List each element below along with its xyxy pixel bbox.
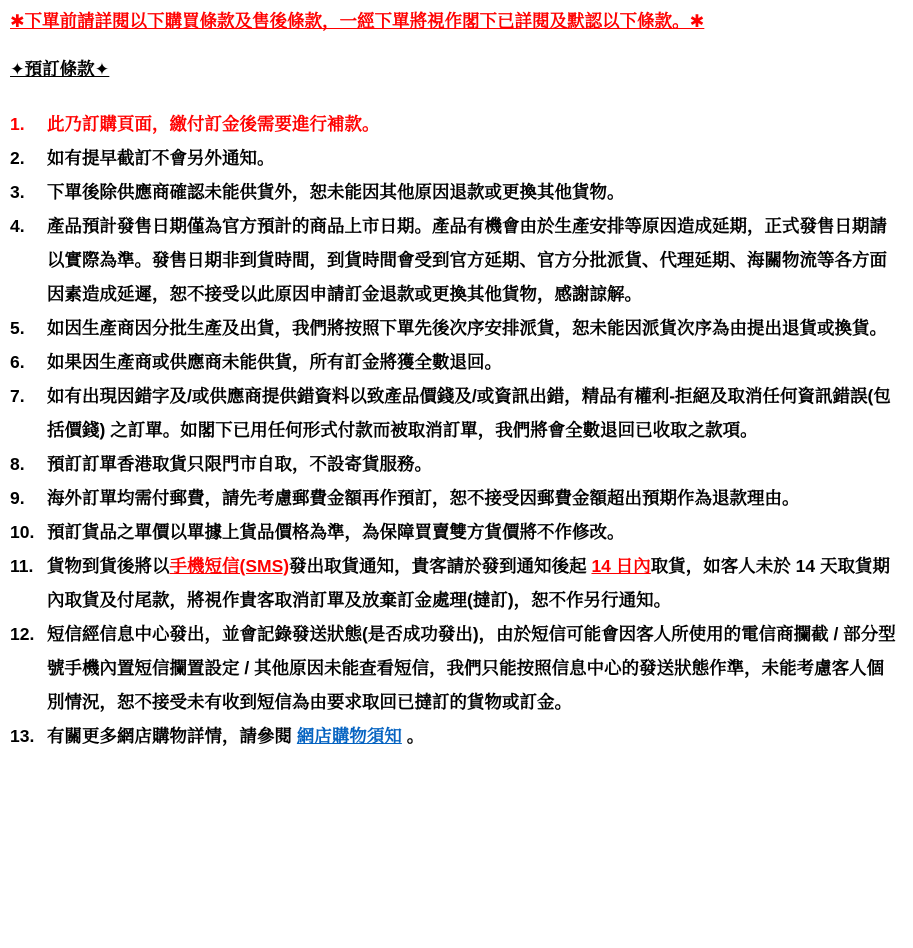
term-text-segment: 預訂訂單香港取貨只限門市自取，不設寄貨服務。 [47,454,432,474]
term-item-2 [10,141,897,175]
term-text-segment: 取貨，如客人未於 14 天取貨期內取貨及付尾款，將視作貴客取消訂單及放棄訂金處理(撻訂)，恕不作另行通知。 [47,556,890,610]
term-text-segment: 發出取貨通知，貴客請於發到通知後起 [289,556,592,576]
term-text [47,549,897,617]
term-number: 7. [10,386,25,406]
term-item-13 [10,719,897,753]
term-text-segment: 預訂貨品之單價以單據上貨品價格為準，為保障買賣雙方貨價將不作修改。 [47,522,625,542]
store-shopping-guide-link[interactable]: 網店購物須知 [296,726,402,746]
page-title: ✱下單前請詳閱以下購買條款及售後條款，一經下單將視作閣下已詳閱及默認以下條款。✱ [10,11,705,31]
highlighted-term-text: 手機短信(SMS) [169,556,290,576]
term-text [47,719,897,753]
terms-list [10,107,897,753]
term-text [47,175,897,209]
term-text [47,209,897,311]
term-text-segment: 短信經信息中心發出，並會記錄發送狀態(是否成功發出)，由於短信可能會因客人所使用的電信商攔截 / 部分型號手機內置短信攔置設定 / 其他原因未能查看短信，我們只能按照信息中心的發送狀態作準，未能考慮客人個別情況，恕不接受未有收到短信為由要求取回已撻訂的貨物或訂金。 [47,624,896,712]
term-text-segment: 如有出現因錯字及/或供應商提供錯資料以致產品價錢及/或資訊出錯，精品有權利-拒絕及取消任何資訊錯誤(包括價錢) 之訂單。如閣下已用任何形式付款而被取消訂單，我們將會全數退回已收取之款項。 [47,386,891,440]
term-number: 4. [10,216,25,236]
term-text-segment: 如因生產商因分批生產及出貨，我們將按照下單先後次序安排派貨，恕未能因派貨次序為由提出退貨或換貨。 [47,318,887,338]
term-item-12 [10,617,897,719]
term-text-segment: 海外訂單均需付郵費，請先考慮郵費金額再作預訂，恕不接受因郵費金額超出預期作為退款理由。 [47,488,800,508]
term-number: 11. [10,556,34,576]
term-item-10 [10,515,897,549]
term-item-4 [10,209,897,311]
term-number: 3. [10,182,25,202]
term-item-9 [10,481,897,515]
term-text-segment: 有關更多網店購物詳情，請參閱 [47,726,297,746]
term-number: 2. [10,148,25,168]
term-text [47,311,897,345]
term-number: 13. [10,726,35,746]
section-heading-preorder-terms: ✦預訂條款✦ [10,59,110,79]
term-item-8 [10,447,897,481]
term-item-6 [10,345,897,379]
term-number: 12. [10,624,35,644]
term-number: 9. [10,488,25,508]
term-item-3 [10,175,897,209]
term-number: 8. [10,454,25,474]
term-text-segment: 如有提早截訂不會另外通知。 [47,148,275,168]
term-text [47,345,897,379]
term-text-segment: 貨物到貨後將以 [47,556,170,576]
term-text [47,617,897,719]
term-text-segment: 此乃訂購頁面，繳付訂金後需要進行補款。 [47,114,380,134]
term-text [47,447,897,481]
term-text-segment: 。 [401,726,425,746]
term-number: 6. [10,352,25,372]
term-item-11 [10,549,897,617]
term-text [47,379,897,447]
highlighted-term-text: 14 日內 [591,556,651,576]
term-text [47,481,897,515]
term-item-1 [10,107,897,141]
term-text [47,107,897,141]
term-text [47,515,897,549]
term-number: 5. [10,318,25,338]
term-text-segment: 如果因生產商或供應商未能供貨，所有訂金將獲全數退回。 [47,352,502,372]
term-item-7 [10,379,897,447]
term-text [47,141,897,175]
term-text-segment: 產品預計發售日期僅為官方預計的商品上市日期。產品有機會由於生產安排等原因造成延期，正式發售日期請以實際為準。發售日期非到貨時間，到貨時間會受到官方延期、官方分批派貨、代理延期、海關物流等各方面因素造成延遲，恕不接受以此原因申請訂金退款或更換其他貨物，感謝諒解。 [47,216,887,304]
term-text-segment: 下單後除供應商確認未能供貨外，恕未能因其他原因退款或更換其他貨物。 [47,182,625,202]
term-number: 1. [10,114,25,134]
term-number: 10. [10,522,35,542]
term-item-5 [10,311,897,345]
